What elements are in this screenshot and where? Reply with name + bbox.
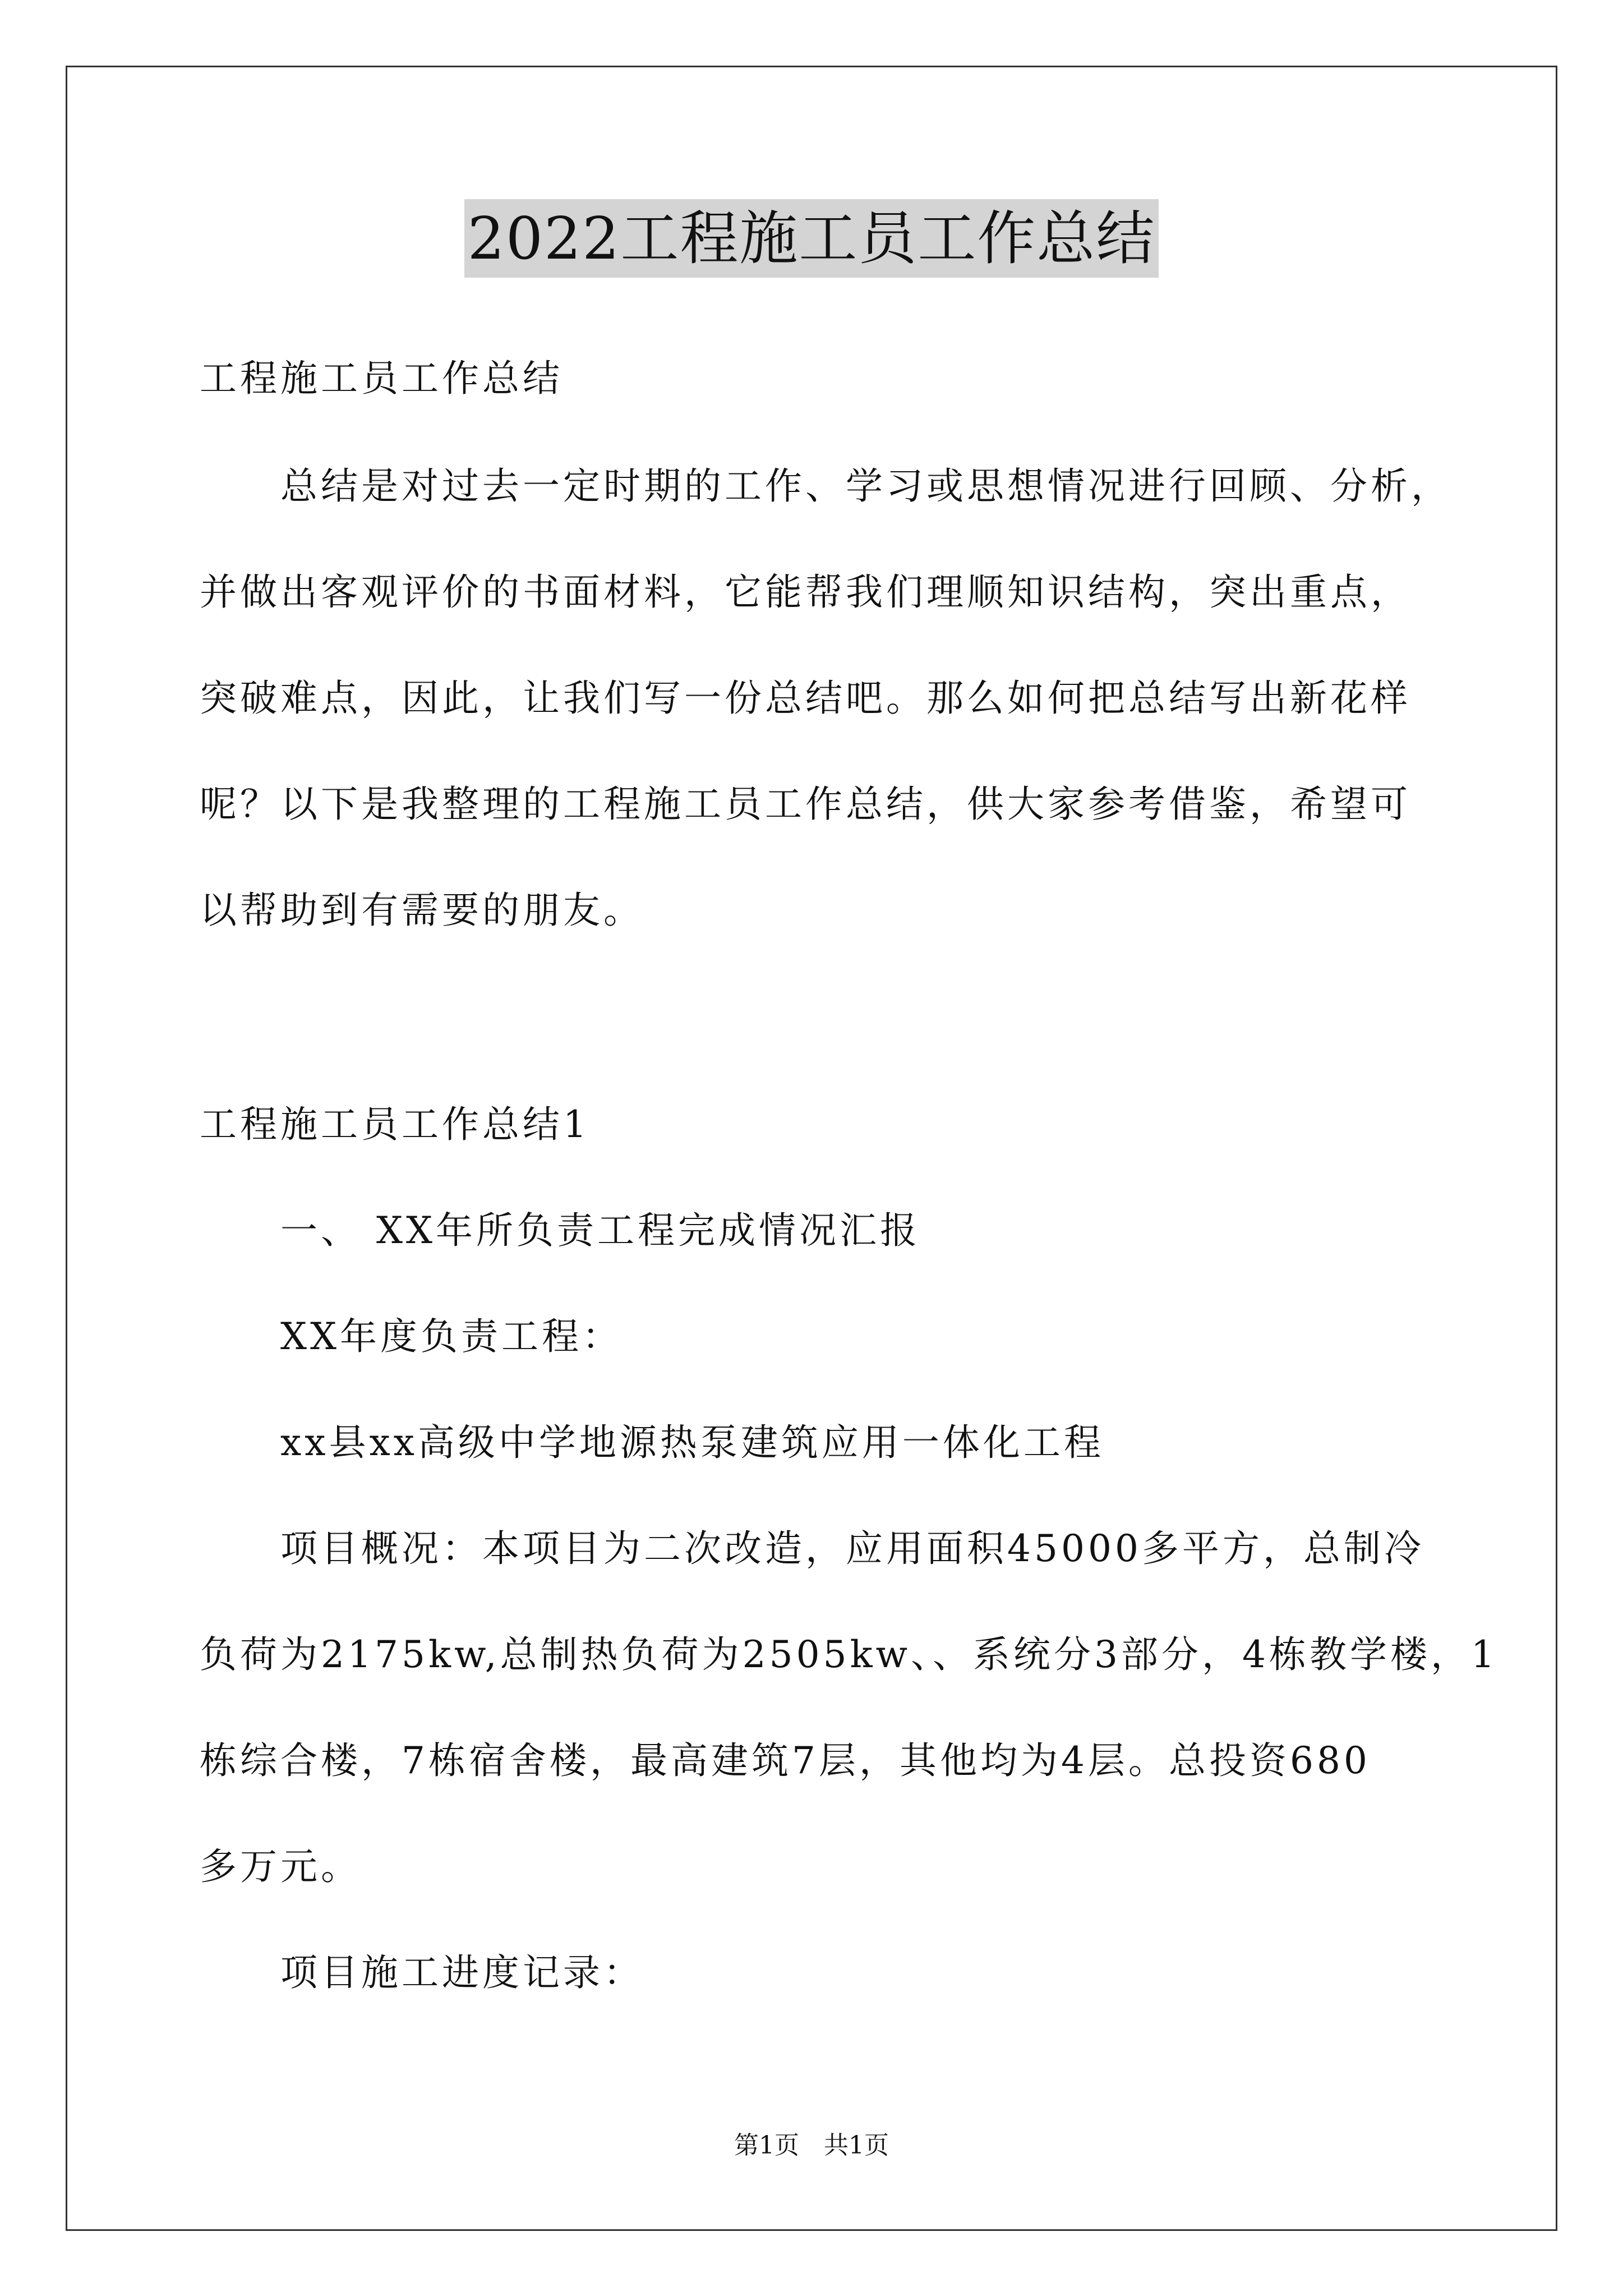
document-title: 2022工程施工员工作总结 (464, 199, 1159, 278)
intro-line: 突破难点，因此，让我们写一份总结吧。那么如何把总结写出新花样 (200, 677, 1411, 720)
overview-line: 负荷为2175kw,总制热负荷为2505kw、、系统分3部分，4栋教学楼，1 (200, 1633, 1498, 1676)
intro-line: 呢？以下是我整理的工程施工员工作总结，供大家参考借鉴，希望可 (200, 783, 1411, 826)
intro-line: 以帮助到有需要的朋友。 (200, 889, 644, 932)
overview-line: 栋综合楼，7栋宿舍楼，最高建筑7层，其他均为4层。总投资680 (200, 1739, 1371, 1782)
subtitle: 工程施工员工作总结 (200, 357, 563, 400)
overview-line: 项目概况：本项目为二次改造，应用面积45000多平方，总制冷 (280, 1527, 1424, 1570)
title-container (0, 199, 1623, 278)
page-footer: 第1页 共1页 (734, 2131, 889, 2160)
section-subheading: 一、 XX年所负责工程完成情况汇报 (280, 1209, 920, 1252)
project-name: xx县xx高级中学地源热泵建筑应用一体化工程 (280, 1421, 1104, 1464)
intro-line: 并做出客观评价的书面材料，它能帮我们理顺知识结构，突出重点， (200, 570, 1411, 614)
year-projects-label: XX年度负责工程： (280, 1315, 623, 1358)
overview-line: 多万元。 (200, 1845, 361, 1888)
section-heading: 工程施工员工作总结1 (200, 1103, 590, 1146)
progress-label: 项目施工进度记录： (280, 1951, 644, 1994)
intro-line: 总结是对过去一定时期的工作、学习或思想情况进行回顾、分析， (280, 464, 1451, 508)
